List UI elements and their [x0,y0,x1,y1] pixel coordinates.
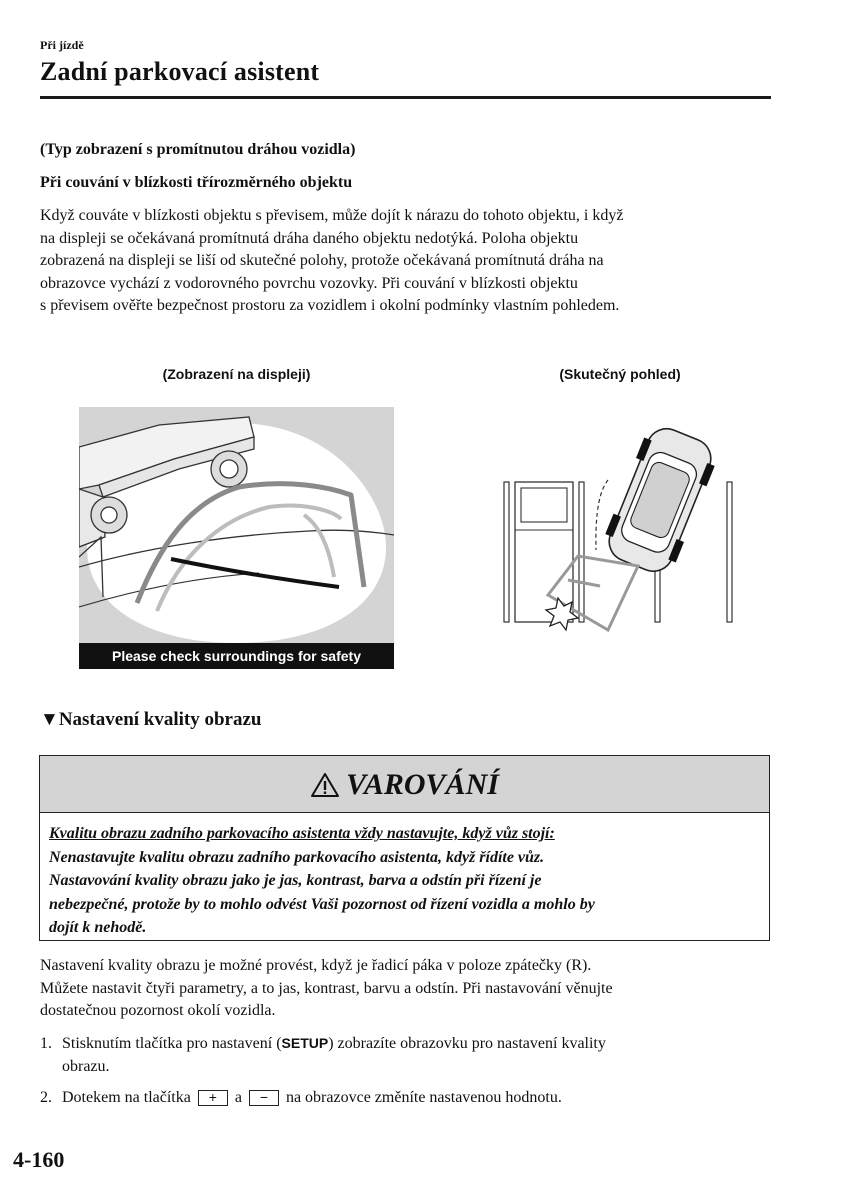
step-1 [40,1032,775,1078]
quality-line: Nastavení kvality obrazu je možné provést, když je řadicí páka v poloze zpátečky (R). [40,957,592,974]
warning-text [49,822,759,940]
minus-button-icon: − [249,1090,279,1106]
intro-line: na displeji se očekávaná promítnutá dráha daného objektu nedotýká. Poloha objektu [40,229,579,247]
page-number: 4-160 [13,1147,65,1172]
triangle-down-icon: ▼ [40,709,59,730]
warning-title: VAROVÁNÍ [346,768,499,801]
quality-paragraph [40,955,775,1023]
quality-heading [40,709,262,731]
intro-line: obrazovce vychází z vodorovného povrchu vozovky. Při couvání v blízkosti objektu [40,274,578,292]
title-divider [40,96,771,99]
intro-line: zobrazená na displeji se liší od skutečné polohy, protože očekávaná promítnutá dráha na [40,252,604,269]
display-type-heading: (Typ zobrazení s promítnutou dráhou vozidla) [40,141,356,158]
step-number: 2. [40,1089,52,1106]
warning-triangle-icon [310,772,340,803]
warning-header [40,756,769,813]
section-label: Při jízdě [40,38,84,52]
step-text: na obrazovce změníte nastavenou hodnotu. [285,1089,562,1106]
actual-view-caption: (Skutečný pohled) [559,366,681,382]
display-view-caption: (Zobrazení na displeji) [162,366,311,382]
camera-view-drawing [79,407,394,669]
actual-view-illustration [500,420,745,635]
intro-line: Když couváte v blízkosti objektu s převisem, může dojít k nárazu do tohoto objektu, i když [40,207,624,224]
plus-button-icon: + [198,1090,228,1106]
intro-line: s převisem ověřte bezpečnost prostoru za vozidlem i okolní podmínky vlastním pohledem. [40,297,620,314]
camera-display-illustration [79,407,394,669]
quality-line: Můžete nastavit čtyři parametry, a to jas, kontrast, barvu a odstín. Při nastavování věnujte [40,979,613,997]
quality-line: dostatečnou pozornost okolí vozidla. [40,1002,276,1019]
intro-paragraph [40,205,775,318]
warning-line: dojít k nehodě. [49,919,147,936]
step-text: Dotekem na tlačítka [62,1089,191,1106]
warning-line: Kvalitu obrazu zadního parkovacího asistenta vždy nastavujte, když vůz stojí: [49,825,555,842]
step-text: a [234,1089,242,1106]
setup-key-label: SETUP [281,1035,329,1051]
step-2 [40,1087,775,1110]
step-number: 1. [40,1035,52,1052]
step-text: Stisknutím tlačítka pro nastavení ( [62,1035,282,1052]
page-title: Zadní parkovací asistent [40,57,320,86]
warning-line: nebezpečné, protože by to mohlo odvést Vaši pozornost od řízení vozidla a mohlo by [49,895,595,913]
warning-box [39,755,770,941]
step-continuation: obrazu. [62,1057,110,1075]
warning-line: Nenastavujte kvalitu obrazu zadního parkovacího asistenta, když řídíte vůz. [49,848,545,866]
reversing-subheading: Při couvání v blízkosti třírozměrného objektu [40,174,353,191]
quality-heading-text: Nastavení kvality obrazu [58,709,262,730]
safety-banner: Please check surroundings for safety [79,643,394,669]
step-text: ) zobrazíte obrazovku pro nastavení kvality [328,1035,606,1052]
warning-line: Nastavování kvality obrazu jako je jas, kontrast, barva a odstín při řízení je [49,872,542,889]
